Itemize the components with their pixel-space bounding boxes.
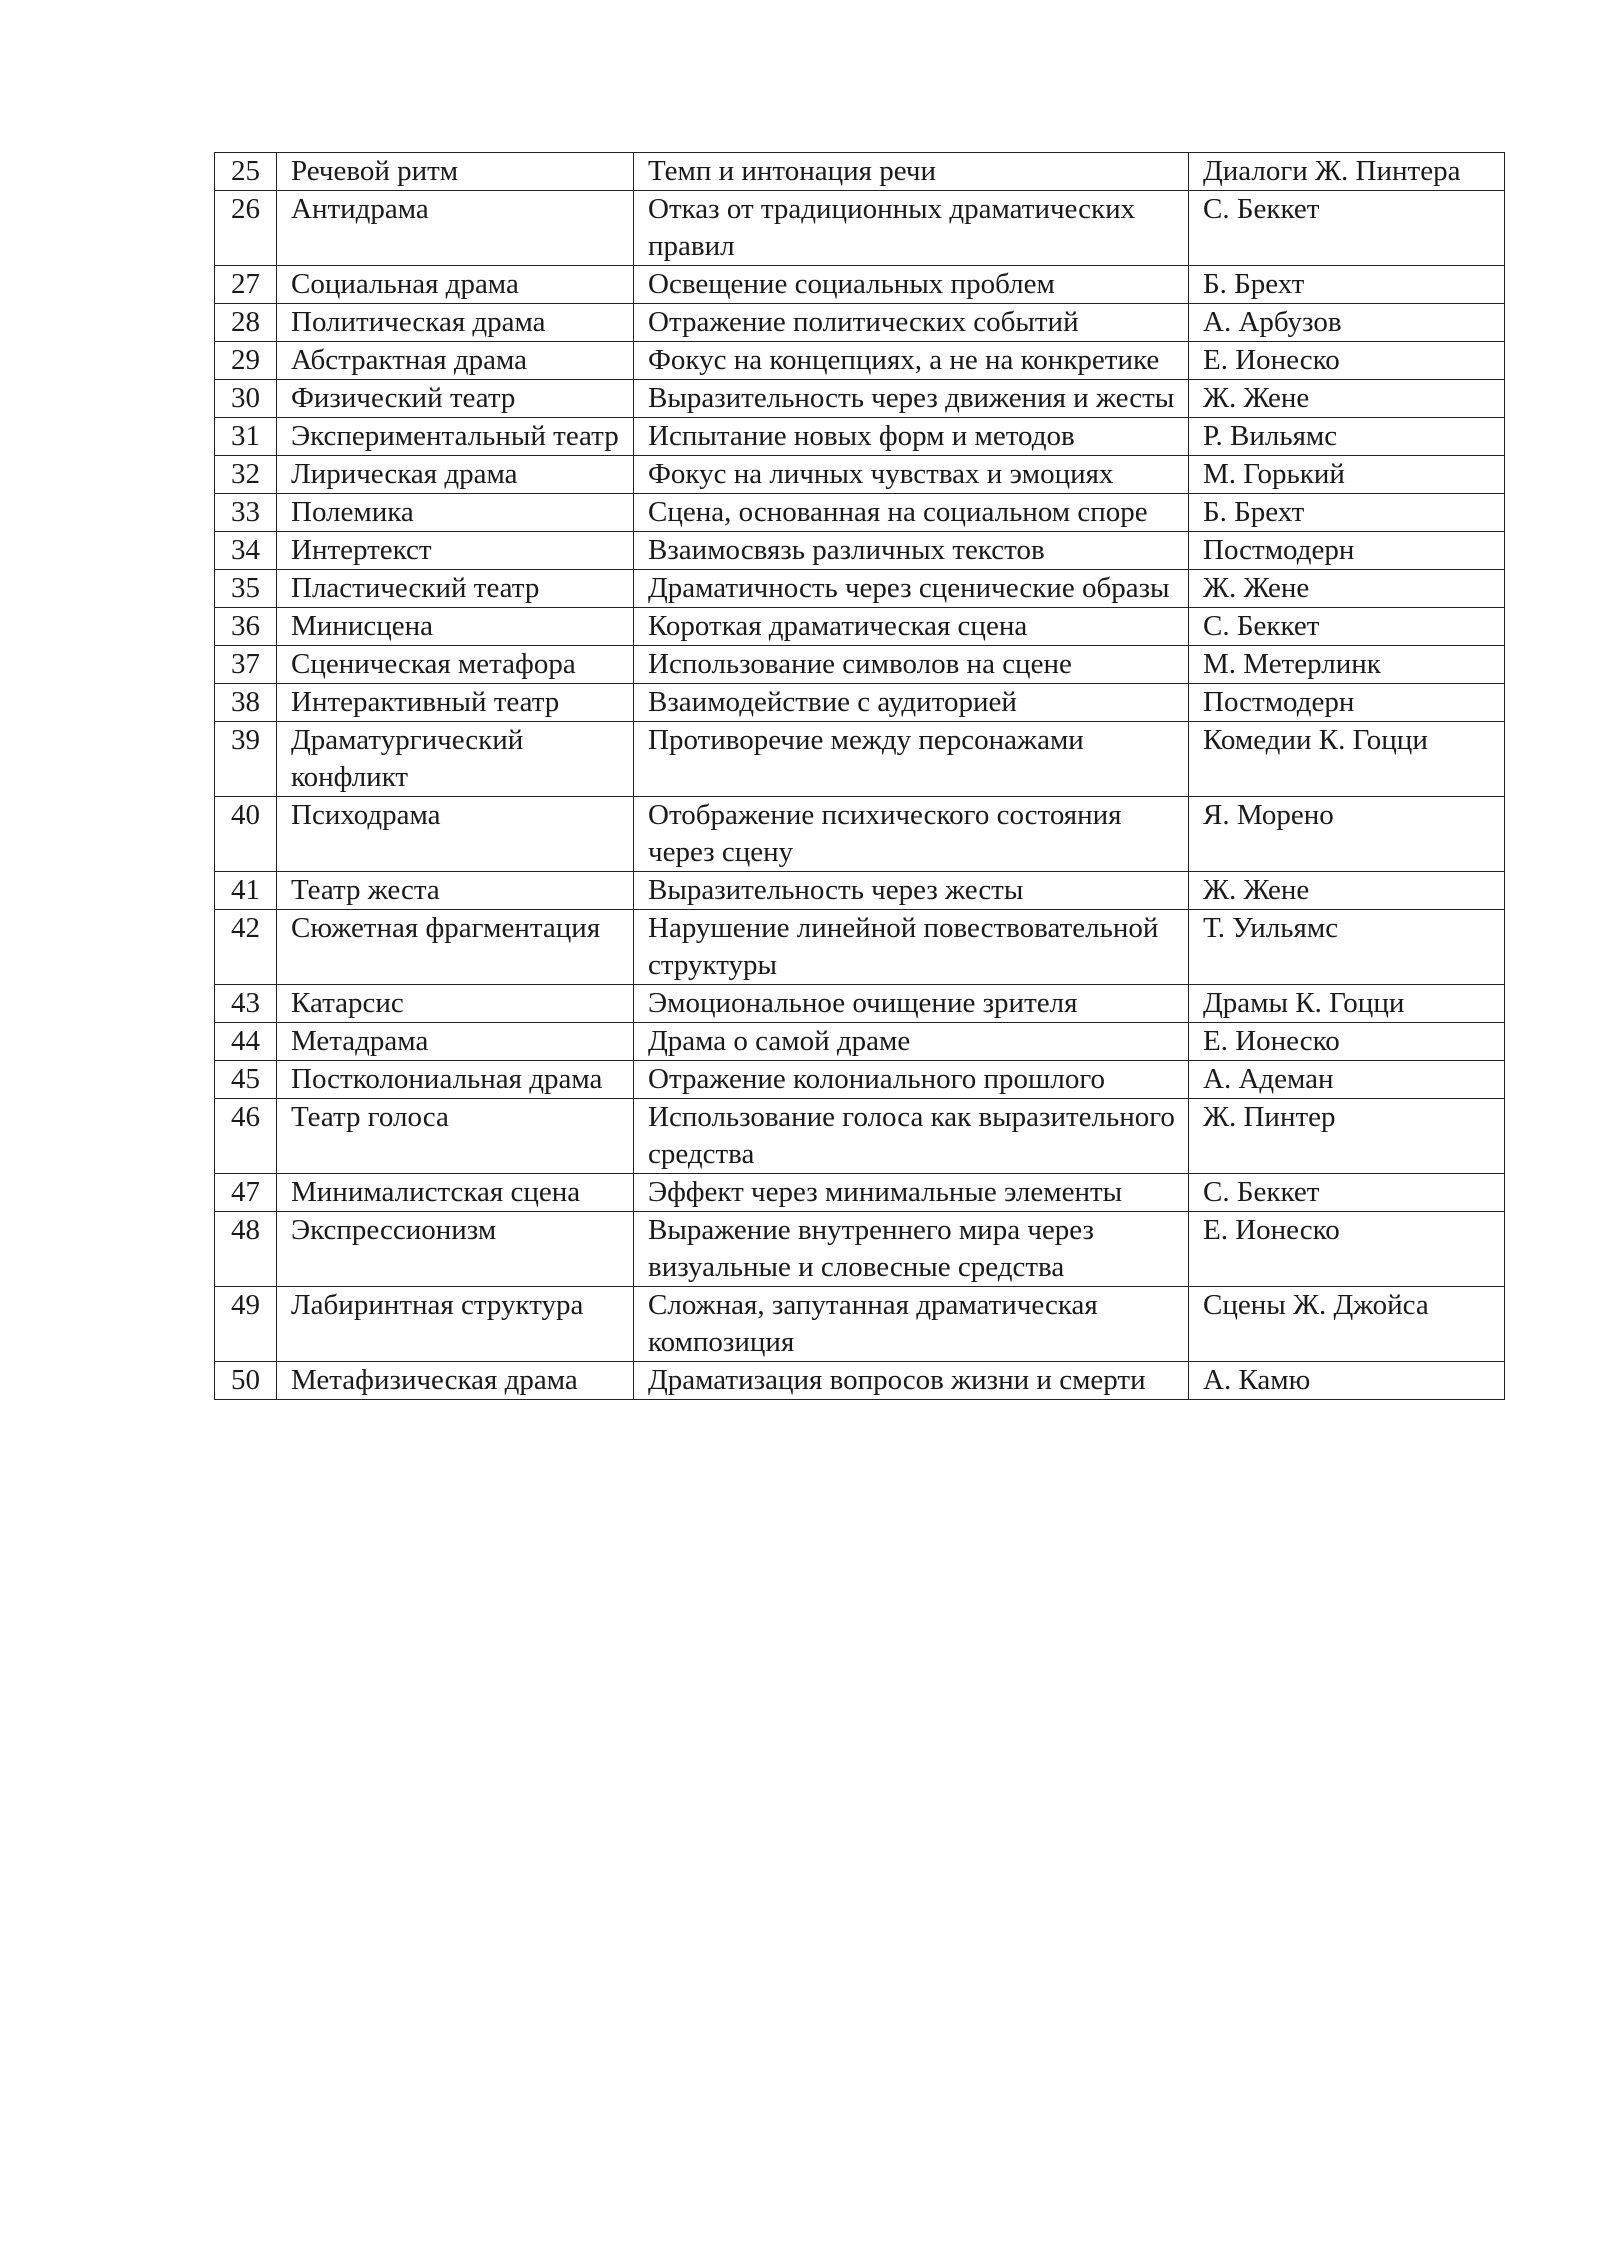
row-number-cell: 38 [215,684,277,722]
table-row [215,1061,1505,1099]
description-cell: Драма о самой драме [634,1023,1189,1061]
row-number-cell: 31 [215,418,277,456]
term-cell: Сценическая метафора [277,646,634,684]
term-cell: Драматургический конфликт [277,722,634,797]
description-cell: Темп и интонация речи [634,153,1189,191]
row-number-cell: 44 [215,1023,277,1061]
example-cell: Б. Брехт [1189,266,1505,304]
table-row [215,1099,1505,1174]
table-row [215,910,1505,985]
row-number-cell: 43 [215,985,277,1023]
term-cell: Минималистская сцена [277,1174,634,1212]
description-cell: Эффект через минимальные элементы [634,1174,1189,1212]
description-cell: Фокус на личных чувствах и эмоциях [634,456,1189,494]
term-cell: Лабиринтная структура [277,1287,634,1362]
example-cell: Ж. Жене [1189,570,1505,608]
description-cell: Отображение психического состояния через сцену [634,797,1189,872]
description-cell: Освещение социальных проблем [634,266,1189,304]
example-cell: Ж. Жене [1189,380,1505,418]
row-number-cell: 26 [215,191,277,266]
description-cell: Испытание новых форм и методов [634,418,1189,456]
description-cell: Использование символов на сцене [634,646,1189,684]
term-cell: Постколониальная драма [277,1061,634,1099]
row-number-cell: 27 [215,266,277,304]
table-row [215,456,1505,494]
row-number-cell: 30 [215,380,277,418]
term-cell: Театр жеста [277,872,634,910]
description-cell: Выразительность через жесты [634,872,1189,910]
example-cell: Е. Ионеско [1189,342,1505,380]
term-cell: Полемика [277,494,634,532]
term-cell: Антидрама [277,191,634,266]
example-cell: Ж. Пинтер [1189,1099,1505,1174]
description-cell: Эмоциональное очищение зрителя [634,985,1189,1023]
term-cell: Экспрессионизм [277,1212,634,1287]
term-cell: Лирическая драма [277,456,634,494]
term-cell: Метадрама [277,1023,634,1061]
table-row [215,153,1505,191]
description-cell: Выражение внутреннего мира через визуальные и словесные средства [634,1212,1189,1287]
table-row [215,304,1505,342]
table-row [215,1287,1505,1362]
example-cell: М. Метерлинк [1189,646,1505,684]
row-number-cell: 33 [215,494,277,532]
term-cell: Театр голоса [277,1099,634,1174]
table-row [215,797,1505,872]
example-cell: С. Беккет [1189,1174,1505,1212]
description-cell: Драматизация вопросов жизни и смерти [634,1362,1189,1400]
table-row [215,494,1505,532]
row-number-cell: 39 [215,722,277,797]
example-cell: М. Горький [1189,456,1505,494]
term-cell: Физический театр [277,380,634,418]
row-number-cell: 32 [215,456,277,494]
description-cell: Короткая драматическая сцена [634,608,1189,646]
example-cell: Б. Брехт [1189,494,1505,532]
table-row [215,1174,1505,1212]
table-row [215,985,1505,1023]
table-row [215,342,1505,380]
description-cell: Использование голоса как выразительного средства [634,1099,1189,1174]
row-number-cell: 45 [215,1061,277,1099]
row-number-cell: 48 [215,1212,277,1287]
table-row [215,872,1505,910]
description-cell: Сложная, запутанная драматическая композиция [634,1287,1189,1362]
term-cell: Речевой ритм [277,153,634,191]
table-row [215,1212,1505,1287]
table-row [215,266,1505,304]
term-cell: Интертекст [277,532,634,570]
table-row [215,191,1505,266]
row-number-cell: 50 [215,1362,277,1400]
example-cell: А. Арбузов [1189,304,1505,342]
term-cell: Интерактивный театр [277,684,634,722]
example-cell: Ж. Жене [1189,872,1505,910]
row-number-cell: 35 [215,570,277,608]
description-cell: Нарушение линейной повествовательной структуры [634,910,1189,985]
row-number-cell: 42 [215,910,277,985]
description-cell: Взаимосвязь различных текстов [634,532,1189,570]
example-cell: С. Беккет [1189,191,1505,266]
row-number-cell: 49 [215,1287,277,1362]
description-cell: Отражение колониального прошлого [634,1061,1189,1099]
term-cell: Катарсис [277,985,634,1023]
table-row [215,570,1505,608]
table-row [215,418,1505,456]
description-cell: Отказ от традиционных драматических правил [634,191,1189,266]
example-cell: Диалоги Ж. Пинтера [1189,153,1505,191]
table-row [215,532,1505,570]
term-cell: Пластический театр [277,570,634,608]
table-row [215,646,1505,684]
example-cell: А. Камю [1189,1362,1505,1400]
example-cell: Я. Морено [1189,797,1505,872]
row-number-cell: 41 [215,872,277,910]
table-row [215,722,1505,797]
example-cell: С. Беккет [1189,608,1505,646]
term-cell: Сюжетная фрагментация [277,910,634,985]
row-number-cell: 47 [215,1174,277,1212]
example-cell: А. Адеман [1189,1061,1505,1099]
description-cell: Фокус на концепциях, а не на конкретике [634,342,1189,380]
row-number-cell: 34 [215,532,277,570]
table-row [215,380,1505,418]
description-cell: Выразительность через движения и жесты [634,380,1189,418]
table-row [215,684,1505,722]
term-cell: Социальная драма [277,266,634,304]
row-number-cell: 37 [215,646,277,684]
description-cell: Отражение политических событий [634,304,1189,342]
example-cell: Т. Уильямс [1189,910,1505,985]
table-row [215,1023,1505,1061]
term-cell: Абстрактная драма [277,342,634,380]
term-cell: Политическая драма [277,304,634,342]
row-number-cell: 40 [215,797,277,872]
term-cell: Психодрама [277,797,634,872]
row-number-cell: 25 [215,153,277,191]
row-number-cell: 36 [215,608,277,646]
term-cell: Метафизическая драма [277,1362,634,1400]
terms-table [214,152,1505,1400]
terms-table-body [215,153,1505,1400]
example-cell: Р. Вильямс [1189,418,1505,456]
example-cell: Сцены Ж. Джойса [1189,1287,1505,1362]
example-cell: Е. Ионеско [1189,1212,1505,1287]
row-number-cell: 46 [215,1099,277,1174]
description-cell: Сцена, основанная на социальном споре [634,494,1189,532]
description-cell: Противоречие между персонажами [634,722,1189,797]
term-cell: Минисцена [277,608,634,646]
example-cell: Постмодерн [1189,532,1505,570]
description-cell: Взаимодействие с аудиторией [634,684,1189,722]
row-number-cell: 28 [215,304,277,342]
table-row [215,608,1505,646]
example-cell: Постмодерн [1189,684,1505,722]
example-cell: Драмы К. Гоцци [1189,985,1505,1023]
example-cell: Комедии К. Гоцци [1189,722,1505,797]
description-cell: Драматичность через сценические образы [634,570,1189,608]
term-cell: Экспериментальный театр [277,418,634,456]
example-cell: Е. Ионеско [1189,1023,1505,1061]
row-number-cell: 29 [215,342,277,380]
table-row [215,1362,1505,1400]
